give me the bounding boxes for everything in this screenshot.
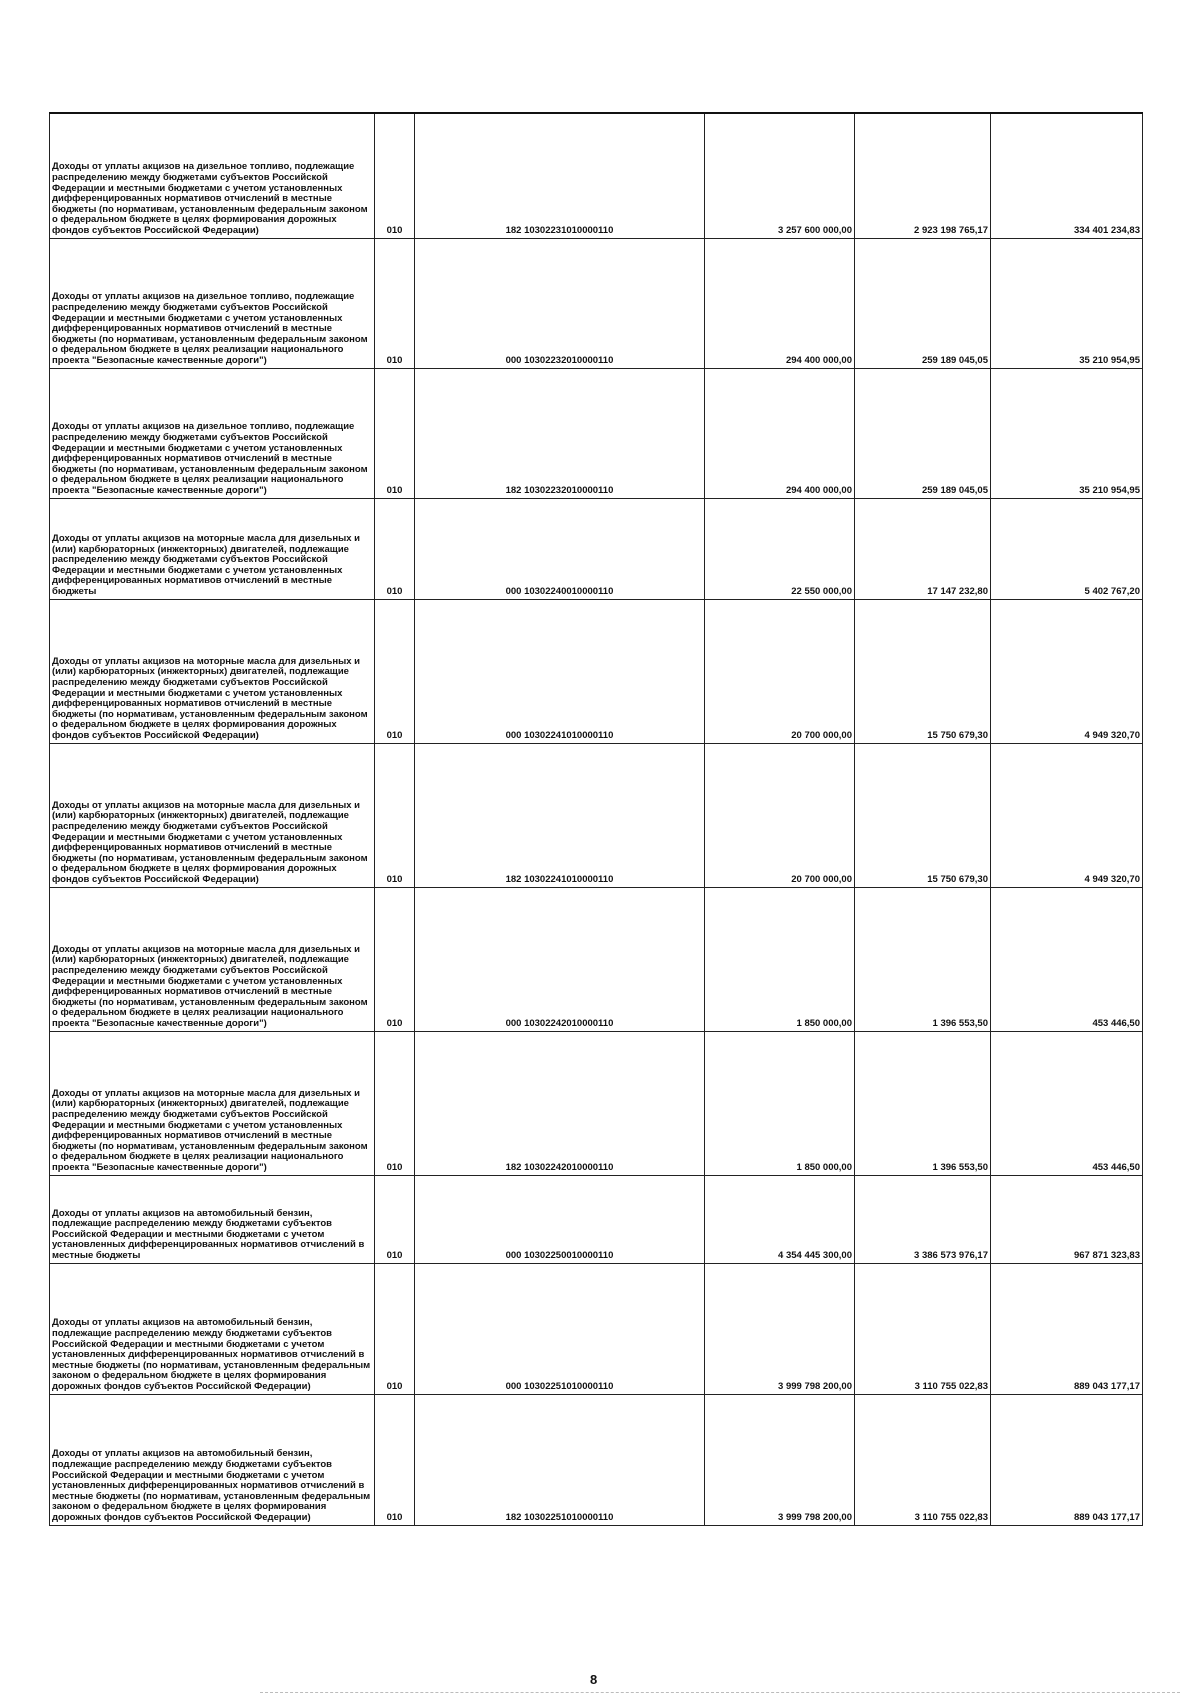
approved-amount-cell: 22 550 000,00 <box>705 498 855 599</box>
executed-amount-cell: 15 750 679,30 <box>855 743 991 887</box>
unexecuted-amount-cell: 453 446,50 <box>991 1031 1143 1175</box>
income-code-cell: 000 10302250010000110 <box>415 1175 705 1263</box>
unexecuted-amount-cell: 35 210 954,95 <box>991 238 1143 368</box>
income-name-cell: Доходы от уплаты акцизов на моторные масла для дизельных и (или) карбюраторных (инжекторных) двигателей, подлежащие распределению между бюджетами субъектов Российской Федерации и местными бюджетами с учетом установленных дифференцированных нормативов отчислений в местные бюджеты (по нормативам, установленным федеральным законом о федеральном бюджете в целях реализации национального проекта "Безопасные качественные дороги") <box>50 1031 375 1175</box>
income-code-cell: 000 10302251010000110 <box>415 1263 705 1394</box>
approved-amount-cell: 20 700 000,00 <box>705 599 855 743</box>
approved-amount-cell: 294 400 000,00 <box>705 368 855 498</box>
line-code-cell: 010 <box>375 498 415 599</box>
line-code-cell: 010 <box>375 887 415 1031</box>
income-code-cell: 182 10302251010000110 <box>415 1394 705 1525</box>
income-code-cell: 000 10302240010000110 <box>415 498 705 599</box>
table-row <box>50 887 1143 1031</box>
line-code-cell: 010 <box>375 1031 415 1175</box>
executed-amount-cell: 3 110 755 022,83 <box>855 1263 991 1394</box>
page-number: 8 <box>590 1672 598 1687</box>
income-name-cell: Доходы от уплаты акцизов на моторные масла для дизельных и (или) карбюраторных (инжекторных) двигателей, подлежащие распределению между бюджетами субъектов Российской Федерации и местными бюджетами с учетом установленных дифференцированных нормативов отчислений в местные бюджеты (по нормативам, установленным федеральным законом о федеральном бюджете в целях формирования дорожных фондов субъектов Российской Федерации) <box>50 743 375 887</box>
income-code-cell: 000 10302242010000110 <box>415 887 705 1031</box>
executed-amount-cell: 1 396 553,50 <box>855 1031 991 1175</box>
income-report-table <box>49 112 1143 1526</box>
income-name-cell: Доходы от уплаты акцизов на дизельное топливо, подлежащие распределению между бюджетами субъектов Российской Федерации и местными бюджетами с учетом установленных дифференцированных нормативов отчислений в местные бюджеты (по нормативам, установленным федеральным законом о федеральном бюджете в целях реализации национального проекта "Безопасные качественные дороги") <box>50 238 375 368</box>
line-code-cell: 010 <box>375 1394 415 1525</box>
table-row <box>50 1263 1143 1394</box>
table-row <box>50 113 1143 238</box>
approved-amount-cell: 1 850 000,00 <box>705 887 855 1031</box>
executed-amount-cell: 3 110 755 022,83 <box>855 1394 991 1525</box>
line-code-cell: 010 <box>375 238 415 368</box>
executed-amount-cell: 259 189 045,05 <box>855 238 991 368</box>
income-name-cell: Доходы от уплаты акцизов на автомобильный бензин, подлежащие распределению между бюджетами субъектов Российской Федерации и местными бюджетами с учетом установленных дифференцированных нормативов отчислений в местные бюджеты (по нормативам, установленным федеральным законом о федеральном бюджете в целях формирования дорожных фондов субъектов Российской Федерации) <box>50 1394 375 1525</box>
table-row <box>50 238 1143 368</box>
income-name-cell: Доходы от уплаты акцизов на дизельное топливо, подлежащие распределению между бюджетами субъектов Российской Федерации и местными бюджетами с учетом установленных дифференцированных нормативов отчислений в местные бюджеты (по нормативам, установленным федеральным законом о федеральном бюджете в целях реализации национального проекта "Безопасные качественные дороги") <box>50 368 375 498</box>
executed-amount-cell: 17 147 232,80 <box>855 498 991 599</box>
approved-amount-cell: 1 850 000,00 <box>705 1031 855 1175</box>
executed-amount-cell: 3 386 573 976,17 <box>855 1175 991 1263</box>
line-code-cell: 010 <box>375 743 415 887</box>
income-code-cell: 182 10302242010000110 <box>415 1031 705 1175</box>
income-name-cell: Доходы от уплаты акцизов на моторные масла для дизельных и (или) карбюраторных (инжекторных) двигателей, подлежащие распределению между бюджетами субъектов Российской Федерации и местными бюджетами с учетом установленных дифференцированных нормативов отчислений в местные бюджеты (по нормативам, установленным федеральным законом о федеральном бюджете в целях реализации национального проекта "Безопасные качественные дороги") <box>50 887 375 1031</box>
income-name-cell: Доходы от уплаты акцизов на автомобильный бензин, подлежащие распределению между бюджетами субъектов Российской Федерации и местными бюджетами с учетом установленных дифференцированных нормативов отчислений в местные бюджеты <box>50 1175 375 1263</box>
executed-amount-cell: 259 189 045,05 <box>855 368 991 498</box>
unexecuted-amount-cell: 967 871 323,83 <box>991 1175 1143 1263</box>
line-code-cell: 010 <box>375 368 415 498</box>
income-code-cell: 182 10302241010000110 <box>415 743 705 887</box>
income-code-cell: 000 10302232010000110 <box>415 238 705 368</box>
table-row <box>50 498 1143 599</box>
unexecuted-amount-cell: 5 402 767,20 <box>991 498 1143 599</box>
unexecuted-amount-cell: 889 043 177,17 <box>991 1263 1143 1394</box>
table-row <box>50 599 1143 743</box>
income-name-cell: Доходы от уплаты акцизов на моторные масла для дизельных и (или) карбюраторных (инжекторных) двигателей, подлежащие распределению между бюджетами субъектов Российской Федерации и местными бюджетами с учетом установленных дифференцированных нормативов отчислений в местные бюджеты (по нормативам, установленным федеральным законом о федеральном бюджете в целях формирования дорожных фондов субъектов Российской Федерации) <box>50 599 375 743</box>
income-name-cell: Доходы от уплаты акцизов на дизельное топливо, подлежащие распределению между бюджетами субъектов Российской Федерации и местными бюджетами с учетом установленных дифференцированных нормативов отчислений в местные бюджеты (по нормативам, установленным федеральным законом о федеральном бюджете в целях формирования дорожных фондов субъектов Российской Федерации) <box>50 113 375 238</box>
executed-amount-cell: 1 396 553,50 <box>855 887 991 1031</box>
executed-amount-cell: 15 750 679,30 <box>855 599 991 743</box>
approved-amount-cell: 20 700 000,00 <box>705 743 855 887</box>
unexecuted-amount-cell: 4 949 320,70 <box>991 599 1143 743</box>
income-code-cell: 182 10302231010000110 <box>415 113 705 238</box>
approved-amount-cell: 3 257 600 000,00 <box>705 113 855 238</box>
approved-amount-cell: 3 999 798 200,00 <box>705 1394 855 1525</box>
line-code-cell: 010 <box>375 1175 415 1263</box>
line-code-cell: 010 <box>375 599 415 743</box>
unexecuted-amount-cell: 453 446,50 <box>991 887 1143 1031</box>
income-name-cell: Доходы от уплаты акцизов на автомобильный бензин, подлежащие распределению между бюджетами субъектов Российской Федерации и местными бюджетами с учетом установленных дифференцированных нормативов отчислений в местные бюджеты (по нормативам, установленным федеральным законом о федеральном бюджете в целях формирования дорожных фондов субъектов Российской Федерации) <box>50 1263 375 1394</box>
income-name-cell: Доходы от уплаты акцизов на моторные масла для дизельных и (или) карбюраторных (инжекторных) двигателей, подлежащие распределению между бюджетами субъектов Российской Федерации и местными бюджетами с учетом установленных дифференцированных нормативов отчислений в местные бюджеты <box>50 498 375 599</box>
scan-edge-divider <box>260 1692 1180 1694</box>
approved-amount-cell: 3 999 798 200,00 <box>705 1263 855 1394</box>
table-row <box>50 1031 1143 1175</box>
unexecuted-amount-cell: 889 043 177,17 <box>991 1394 1143 1525</box>
line-code-cell: 010 <box>375 1263 415 1394</box>
unexecuted-amount-cell: 334 401 234,83 <box>991 113 1143 238</box>
approved-amount-cell: 4 354 445 300,00 <box>705 1175 855 1263</box>
executed-amount-cell: 2 923 198 765,17 <box>855 113 991 238</box>
table-row <box>50 743 1143 887</box>
table-row <box>50 368 1143 498</box>
income-code-cell: 182 10302232010000110 <box>415 368 705 498</box>
income-code-cell: 000 10302241010000110 <box>415 599 705 743</box>
unexecuted-amount-cell: 4 949 320,70 <box>991 743 1143 887</box>
unexecuted-amount-cell: 35 210 954,95 <box>991 368 1143 498</box>
table-row <box>50 1175 1143 1263</box>
approved-amount-cell: 294 400 000,00 <box>705 238 855 368</box>
table-row <box>50 1394 1143 1525</box>
line-code-cell: 010 <box>375 113 415 238</box>
